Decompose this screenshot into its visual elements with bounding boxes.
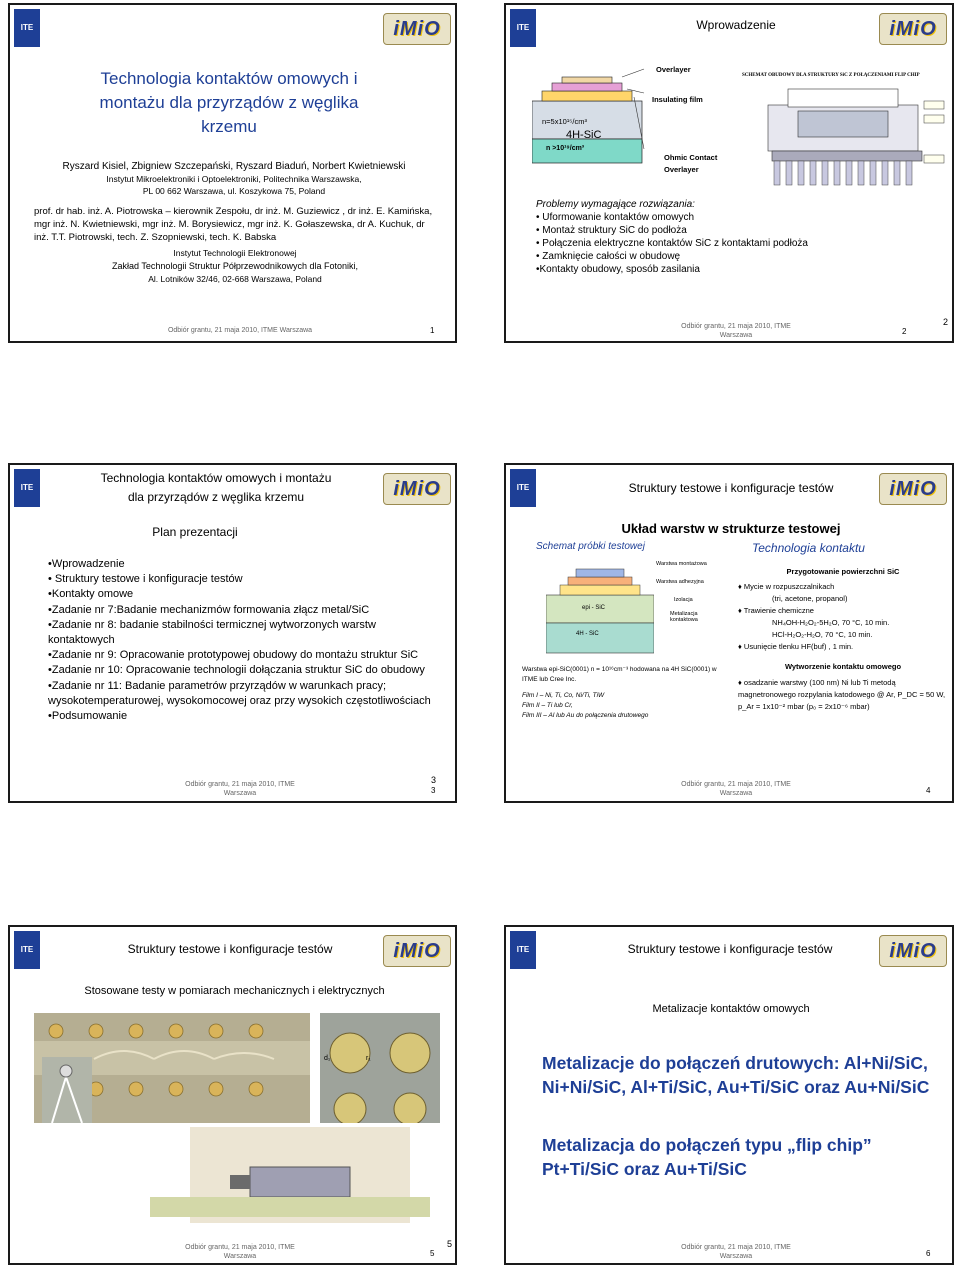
- ite-logo: ITE: [14, 931, 40, 969]
- agenda-item: •Zadanie nr 10: Opracowanie technologii dołączania struktur SiC do obudowy: [48, 664, 425, 677]
- sample-schematic-heading: Schemat próbki testowej: [536, 541, 645, 552]
- label-r1: r₁: [366, 1055, 371, 1062]
- label-contact-metal: Metalizacja kontaktowa: [670, 611, 698, 623]
- label-insulating: Insulating film: [652, 95, 703, 104]
- page-number: 6: [926, 1249, 931, 1258]
- imio-logo: iMiO: [383, 13, 451, 45]
- slide-subtitle: Stosowane testy w pomiarach mechanicznych i elektrycznych: [84, 985, 385, 997]
- slide-3: [8, 463, 457, 803]
- problem-item: •Kontakty obudowy, sposób zasilania: [536, 264, 700, 275]
- slide-1: [8, 3, 457, 343]
- footer: Odbiór grantu, 21 maja 2010, ITME Warszawa: [185, 781, 295, 797]
- page-number: 2: [902, 327, 907, 336]
- team-list: prof. dr hab. inż. A. Piotrowska – kierownik Zespołu, dr inż. M. Guziewicz , dr inż. E. Kamińska, mgr inż. N. Kwietniewski, mgr inż. M. Borysiewicz, mgr inż. K. Gołaszewska, dr A. Kuchuk, dr inż. T.T. Piotrowski, tech. Z. Szopniewski, tech. K. Babska: [34, 206, 433, 243]
- slide-5: [8, 925, 457, 1265]
- imio-logo: iMiO: [879, 473, 947, 505]
- slide-header: Struktury testowe i konfiguracje testów: [628, 481, 834, 495]
- label-insulation: Izolacja: [674, 597, 693, 603]
- footer: Odbiór grantu, 21 maja 2010, ITME Warszawa: [681, 323, 791, 339]
- ite-logo: ITE: [14, 9, 40, 47]
- label-adhesion-layer: Warstwa adhezyjna: [656, 579, 704, 585]
- imio-logo: iMiO: [383, 473, 451, 505]
- page-number: 5: [430, 1249, 435, 1258]
- imio-logo: iMiO: [383, 935, 451, 967]
- imio-logo: iMiO: [879, 13, 947, 45]
- problem-item: • Zamknięcie całości w obudowę: [536, 251, 681, 262]
- agenda-item: •Kontakty omowe: [48, 588, 134, 601]
- slide-subtitle: Układ warstw w strukturze testowej: [621, 521, 841, 536]
- agenda-list: [48, 557, 438, 724]
- slide-header: Struktury testowe i konfiguracje testów: [127, 942, 333, 956]
- agenda-item: •Podsumowanie: [48, 710, 128, 723]
- slide-header: Wprowadzenie: [696, 18, 776, 32]
- bond-test-photo: [42, 1057, 92, 1123]
- agenda-item: •Wprowadzenie: [48, 558, 125, 570]
- problems-list: Problemy wymagające rozwiązania: • Uformowanie kontaktów omowych • Montaż struktury SiC do podłoża • Połączenia elektryczne kontaktów SiC z kontaktami podłoża • Zamknięcie całości w obudowę •Kontakty obudowy, sposób zasilania: [536, 198, 946, 276]
- agenda-item: •Zadanie nr 8: badanie stabilności termicznej wytworzonych warstw kontaktowych: [48, 618, 376, 647]
- agenda-item: • Struktury testowe i konfiguracje testów: [48, 573, 243, 586]
- slide-header: Technologia kontaktów omowych i montażu dla przyrządów z węglika krzemu: [100, 471, 332, 504]
- label-overlayer-2: Overlayer: [664, 165, 699, 174]
- problem-item: • Uformowanie kontaktów omowych: [536, 212, 695, 223]
- substrate-photo: [150, 1197, 430, 1217]
- slide-header: Struktury testowe i konfiguracje testów: [627, 942, 833, 956]
- affiliation: Instytut Mikroelektroniki i Optoelektroniki, Politechnika Warszawska, PL 00 662 Warszawa, ul. Koszykowa 75, Poland: [106, 174, 362, 196]
- label-doping: n=5x10¹⁵/cm³: [542, 117, 587, 126]
- page-number-outer: 3: [431, 775, 437, 785]
- page-number-outer: 5: [447, 1239, 453, 1249]
- ite-logo: ITE: [510, 9, 536, 47]
- plan-title: Plan prezentacji: [152, 525, 238, 539]
- footer: Odbiór grantu, 21 maja 2010, ITME Warszawa: [681, 1244, 791, 1260]
- footer: Odbiór grantu, 21 maja 2010, ITME Warszawa: [167, 327, 313, 334]
- slide-6: [504, 925, 954, 1265]
- problem-item: • Połączenia elektryczne kontaktów SiC z kontaktami podłoża: [536, 238, 808, 249]
- flip-chip-package-schematic: [738, 71, 950, 189]
- slide-4: [504, 463, 954, 803]
- agenda-item: •Zadanie nr 9: Opracowanie prototypowej obudowy do montażu struktur SiC: [48, 649, 419, 662]
- page-number: 4: [926, 786, 931, 795]
- label-bottom-doping: n >10¹⁹/cm³: [546, 145, 585, 152]
- institute: Instytut Technologii Elektronowej Zakład Technologii Struktur Półprzewodnikowych dla Fotoniki, Al. Lotników 32/46, 02-668 Warszawa, Poland: [112, 248, 358, 284]
- schematic-title: SCHEMAT OBUDOWY DLA STRUKTURY SiC Z POŁĄCZENIAMI FLIP CHIP: [742, 73, 920, 78]
- ite-logo: ITE: [510, 931, 536, 969]
- ite-logo: ITE: [14, 469, 40, 507]
- ite-logo: ITE: [510, 469, 536, 507]
- contact-technology-steps: Przygotowanie powierzchni SiC ♦ Mycie w rozpuszczalnikach (tri, acetone, propanol) ♦ Trawienie chemiczne NH₄OH-H₂O₂-5H₂O, 70 °C, 10 min. HCl-H₂O₂-H₂O, 70 °C, 10 min. ♦ Usunięcie tlenku HF(buf) , 1 min. Wytworzenie kontaktu omowego ♦ osadzanie warstwy (100 nm) Ni lub Ti metodą magnetronowego rozpylania katodowego @ Ar, P_DC = 50 W, p_Ar = 1x10⁻² mbar (p₀ = 2x10⁻⁶ mbar): [738, 567, 946, 711]
- footer: Odbiór grantu, 21 maja 2010, ITME Warszawa: [681, 781, 791, 797]
- agenda-item: •Zadanie nr 7:Badanie mechanizmów formowania złącz metal/SiC: [48, 603, 370, 616]
- slide-subtitle: Metalizacje kontaktów omowych: [652, 1003, 810, 1015]
- label-ohmic: Ohmic Contact: [664, 153, 718, 162]
- flip-chip-metallizations: Metalizacja do połączeń typu „flip chip” Pt+Ti/SiC oraz Au+Ti/SiC: [542, 1135, 872, 1179]
- page-number-outer: 2: [943, 317, 949, 327]
- problem-item: • Montaż struktury SiC do podłoża: [536, 225, 687, 236]
- contact-technology-heading: Technologia kontaktu: [752, 541, 865, 555]
- sample-description: Warstwa epi-SiC(0001) n = 10¹⁶cm⁻³ hodowana na 4H SiC(0001) w ITME lub Cree Inc. Film I – Ni, Ti, Co, Ni/Ti, TiW Film II – Ti lub Cr, Film III – Al lub Au do połączenia drutowego: [522, 666, 717, 719]
- probe-photo: [320, 1013, 440, 1123]
- authors: Ryszard Kisiel, Zbigniew Szczepański, Ryszard Biaduń, Norbert Kwietniewski: [62, 161, 406, 172]
- label-overlayer: Overlayer: [656, 65, 691, 74]
- label-substrate: 4H-SiC: [566, 129, 602, 141]
- agenda-item: •Zadanie nr 11: Badanie parametrów przyrządów w warunkach pracy; wysokotemperaturowej, wysokomocowej oraz przy wysokich częstotliwościach: [48, 679, 431, 707]
- label-mounting-layer: Warstwa montażowa: [656, 561, 707, 567]
- label-epi-sic: epi - SiC: [582, 605, 606, 611]
- page-number: 1: [430, 326, 435, 335]
- label-d1: d₁: [324, 1055, 331, 1062]
- wire-bond-metallizations: Metalizacje do połączeń drutowych: Al+Ni/SiC, Ni+Ni/SiC, Al+Ti/SiC, Au+Ti/SiC oraz Au+Ni/SiC: [542, 1053, 930, 1097]
- imio-logo: iMiO: [879, 935, 947, 967]
- footer: Odbiór grantu, 21 maja 2010, ITME Warszawa: [185, 1244, 295, 1260]
- slide-title: Technologia kontaktów omowych i montażu dla przyrządów z węglika krzemu: [99, 69, 359, 136]
- slide-2: [504, 3, 954, 343]
- label-4h-sic: 4H - SiC: [576, 631, 599, 637]
- page-number: 3: [431, 786, 436, 795]
